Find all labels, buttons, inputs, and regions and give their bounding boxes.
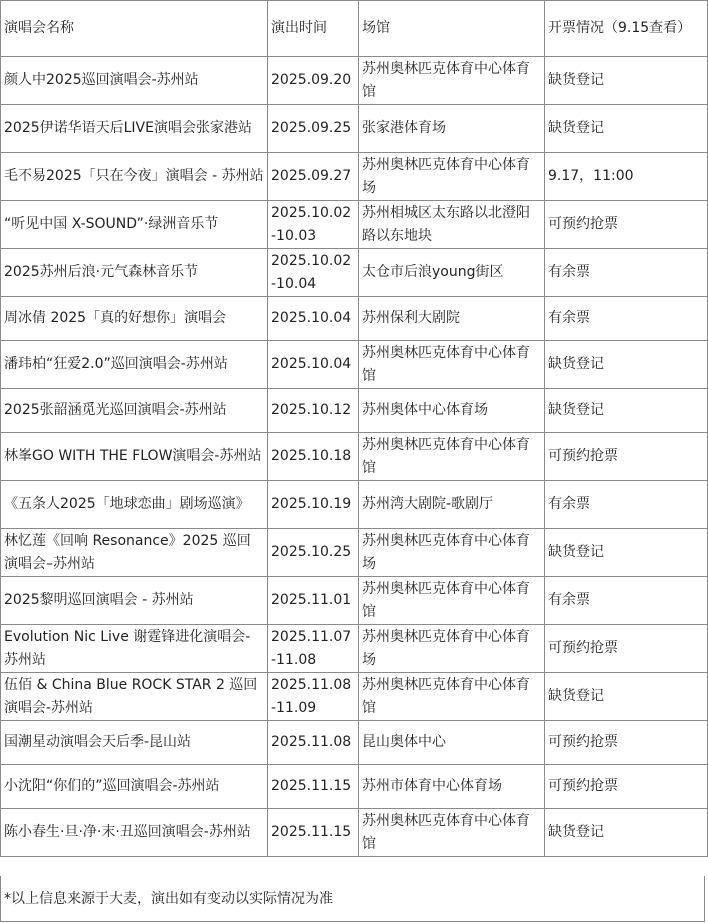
header-venue: 场馆 [359,1,545,57]
concert-name-cell: 林峯GO WITH THE FLOW演唱会-苏州站 [1,433,268,481]
table-row [1,577,708,625]
concert-name-cell: 毛不易2025「只在今夜」演唱会 - 苏州站 [1,153,268,201]
ticket-status-cell: 缺货登记 [545,57,708,105]
concert-name-cell: 国潮星动演唱会天后季-昆山站 [1,721,268,765]
header-concert-name: 演唱会名称 [1,1,268,57]
header-show-time: 演出时间 [268,1,359,57]
show-time-cell: 2025.11.15 [268,765,359,809]
show-time-cell: 2025.11.08 [268,721,359,765]
table-row [1,297,708,341]
concert-name-cell: 2025黎明巡回演唱会 - 苏州站 [1,577,268,625]
ticket-status-cell: 缺货登记 [545,389,708,433]
ticket-status-cell: 缺货登记 [545,529,708,577]
show-time-cell: 2025.11.15 [268,809,359,857]
venue-cell: 苏州奥林匹克体育中心体育场 [359,529,545,577]
table-row [1,481,708,529]
ticket-status-cell: 可预约抢票 [545,765,708,809]
table-header [1,1,708,57]
ticket-status-cell: 缺货登记 [545,673,708,721]
show-time-cell: 2025.09.20 [268,57,359,105]
show-time-cell: 2025.10.04 [268,341,359,389]
ticket-status-cell: 有余票 [545,481,708,529]
table-body [1,57,708,857]
concert-name-cell: Evolution Nic Live 谢霆锋进化演唱会-苏州站 [1,625,268,673]
ticket-status-cell: 有余票 [545,297,708,341]
table-row [1,341,708,389]
venue-cell: 苏州奥林匹克体育中心体育馆 [359,809,545,857]
show-time-cell: 2025.09.25 [268,105,359,153]
show-time-cell: 2025.11.08-11.09 [268,673,359,721]
show-time-cell: 2025.10.02-10.04 [268,249,359,297]
header-ticket-status: 开票情况（9.15查看） [545,1,708,57]
venue-cell: 苏州市体育中心体育场 [359,765,545,809]
ticket-status-cell: 可预约抢票 [545,201,708,249]
concert-name-cell: 潘玮柏“狂爱2.0”巡回演唱会-苏州站 [1,341,268,389]
venue-cell: 苏州奥林匹克体育中心体育馆 [359,577,545,625]
table-row [1,201,708,249]
concert-name-cell: “听见中国 X-SOUND”·绿洲音乐节 [1,201,268,249]
table-row [1,721,708,765]
ticket-status-cell: 可预约抢票 [545,721,708,765]
table-row [1,153,708,201]
venue-cell: 张家港体育场 [359,105,545,153]
ticket-status-cell: 有余票 [545,249,708,297]
concert-name-cell: 《五条人2025「地球恋曲」剧场巡演》 [1,481,268,529]
table-row [1,57,708,105]
ticket-status-cell: 9.17，11:00 [545,153,708,201]
ticket-status-cell: 缺货登记 [545,105,708,153]
table-row [1,249,708,297]
show-time-cell: 2025.09.27 [268,153,359,201]
table-row [1,433,708,481]
table-row [1,673,708,721]
table-row [1,389,708,433]
ticket-status-cell: 缺货登记 [545,809,708,857]
venue-cell: 苏州奥体中心体育场 [359,389,545,433]
ticket-status-cell: 缺货登记 [545,341,708,389]
concert-name-cell: 2025苏州后浪·元气森林音乐节 [1,249,268,297]
concert-name-cell: 陈小春生·旦·净·末·丑巡回演唱会-苏州站 [1,809,268,857]
venue-cell: 昆山奥体中心 [359,721,545,765]
show-time-cell: 2025.10.04 [268,297,359,341]
show-time-cell: 2025.10.18 [268,433,359,481]
concert-name-cell: 林忆莲《回响 Resonance》2025 巡回演唱会–苏州站 [1,529,268,577]
show-time-cell: 2025.11.07-11.08 [268,625,359,673]
venue-cell: 太仓市后浪young街区 [359,249,545,297]
venue-cell: 苏州保利大剧院 [359,297,545,341]
ticket-status-cell: 可预约抢票 [545,433,708,481]
show-time-cell: 2025.10.25 [268,529,359,577]
venue-cell: 苏州奥林匹克体育中心体育馆 [359,433,545,481]
table-row [1,809,708,857]
table-row [1,625,708,673]
concert-name-cell: 2025张韶涵觅光巡回演唱会-苏州站 [1,389,268,433]
venue-cell: 苏州相城区太东路以北澄阳路以东地块 [359,201,545,249]
venue-cell: 苏州湾大剧院-歌剧厅 [359,481,545,529]
venue-cell: 苏州奥林匹克体育中心体育馆 [359,57,545,105]
concert-name-cell: 伍佰 & China Blue ROCK STAR 2 巡回演唱会-苏州站 [1,673,268,721]
show-time-cell: 2025.10.12 [268,389,359,433]
table-row [1,765,708,809]
table-row [1,529,708,577]
concert-name-cell: 周冰倩 2025「真的好想你」演唱会 [1,297,268,341]
venue-cell: 苏州奥林匹克体育中心体育场 [359,625,545,673]
venue-cell: 苏州奥林匹克体育中心体育场 [359,153,545,201]
concert-name-cell: 颜人中2025巡回演唱会-苏州站 [1,57,268,105]
table-row [1,105,708,153]
show-time-cell: 2025.10.19 [268,481,359,529]
concert-name-cell: 小沈阳“你们的”巡回演唱会-苏州站 [1,765,268,809]
header-row [1,1,708,57]
source-footnote: *以上信息来源于大麦，演出如有变动以实际情况为准 [0,876,705,922]
show-time-cell: 2025.11.01 [268,577,359,625]
venue-cell: 苏州奥林匹克体育中心体育馆 [359,673,545,721]
concert-name-cell: 2025伊诺华语天后LIVE演唱会张家港站 [1,105,268,153]
venue-cell: 苏州奥林匹克体育中心体育馆 [359,341,545,389]
show-time-cell: 2025.10.02-10.03 [268,201,359,249]
ticket-status-cell: 可预约抢票 [545,625,708,673]
ticket-status-cell: 有余票 [545,577,708,625]
